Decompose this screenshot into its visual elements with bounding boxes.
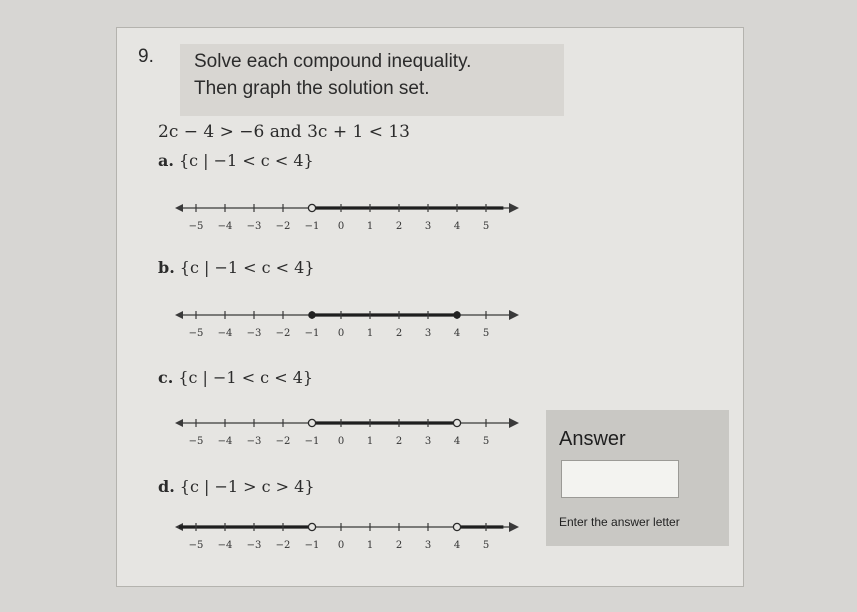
answer-label: Answer — [559, 428, 626, 450]
tick-label: 4 — [453, 436, 461, 447]
number-line-d — [175, 517, 530, 559]
answer-hint: Enter the answer letter — [559, 515, 680, 529]
question-number: 9. — [138, 46, 154, 67]
number-line-b — [175, 305, 530, 347]
arrow-right-icon — [509, 310, 519, 320]
tick-label: 2 — [395, 436, 403, 447]
open-endpoint — [308, 204, 315, 211]
option-letter: b. — [158, 258, 175, 277]
answer-panel — [546, 410, 729, 546]
tick-label: 4 — [453, 540, 461, 551]
tick-label: −2 — [275, 328, 291, 339]
tick-label: 1 — [366, 540, 374, 551]
tick-label: 5 — [482, 436, 490, 447]
arrow-right-icon — [509, 203, 519, 213]
tick-label: −3 — [246, 436, 262, 447]
prompt-line-1: Solve each compound inequality. — [194, 51, 472, 72]
option-c — [158, 368, 313, 387]
option-text: {c | −1 < c < 4} — [178, 368, 314, 387]
tick-label: −4 — [217, 221, 233, 232]
tick-label: −3 — [246, 221, 262, 232]
option-text: {c | −1 > c > 4} — [179, 477, 315, 496]
question-prompt — [180, 44, 564, 116]
tick-label: 2 — [395, 328, 403, 339]
open-endpoint — [453, 419, 460, 426]
tick-label: 0 — [337, 221, 345, 232]
tick-label: 5 — [482, 221, 490, 232]
answer-input[interactable] — [561, 460, 679, 498]
tick-label: −5 — [188, 328, 204, 339]
number-line-c — [175, 413, 530, 455]
tick-label: −3 — [246, 540, 262, 551]
problem-statement: 2c − 4 > −6 and 3c + 1 < 13 — [158, 122, 410, 142]
tick-label: 1 — [366, 221, 374, 232]
tick-label: 2 — [395, 540, 403, 551]
option-a — [158, 151, 314, 170]
tick-label: 3 — [424, 436, 432, 447]
arrow-right-icon — [509, 418, 519, 428]
tick-label: −2 — [275, 540, 291, 551]
tick-label: 2 — [395, 221, 403, 232]
tick-label: −2 — [275, 221, 291, 232]
prompt-line-2: Then graph the solution set. — [194, 78, 430, 99]
closed-endpoint — [453, 311, 461, 319]
tick-label: 1 — [366, 436, 374, 447]
option-letter: a. — [158, 151, 174, 170]
arrow-left-icon — [175, 311, 183, 319]
tick-label: 0 — [337, 540, 345, 551]
option-b — [158, 258, 315, 277]
tick-label: −5 — [188, 436, 204, 447]
tick-label: −5 — [188, 540, 204, 551]
arrow-left-icon — [175, 419, 183, 427]
tick-label: 1 — [366, 328, 374, 339]
tick-label: −1 — [304, 221, 320, 232]
tick-label: 3 — [424, 328, 432, 339]
tick-label: −3 — [246, 328, 262, 339]
tick-label: 0 — [337, 436, 345, 447]
tick-label: −2 — [275, 436, 291, 447]
open-endpoint — [308, 523, 315, 530]
option-letter: c. — [158, 368, 174, 387]
option-letter: d. — [158, 477, 175, 496]
number-line-a — [175, 198, 530, 240]
tick-label: 4 — [453, 221, 461, 232]
tick-label: 5 — [482, 328, 490, 339]
tick-label: 3 — [424, 221, 432, 232]
tick-label: −4 — [217, 540, 233, 551]
tick-label: −1 — [304, 436, 320, 447]
arrow-left-icon — [175, 204, 183, 212]
open-endpoint — [453, 523, 460, 530]
arrow-right-icon — [509, 522, 519, 532]
tick-label: −4 — [217, 436, 233, 447]
tick-label: 5 — [482, 540, 490, 551]
option-text: {c | −1 < c < 4} — [179, 258, 315, 277]
option-d — [158, 477, 315, 496]
tick-label: −4 — [217, 328, 233, 339]
option-text: {c | −1 < c < 4} — [178, 151, 314, 170]
closed-endpoint — [308, 311, 316, 319]
tick-label: −1 — [304, 328, 320, 339]
tick-label: −5 — [188, 221, 204, 232]
tick-label: −1 — [304, 540, 320, 551]
open-endpoint — [308, 419, 315, 426]
tick-label: 0 — [337, 328, 345, 339]
tick-label: 3 — [424, 540, 432, 551]
tick-label: 4 — [453, 328, 461, 339]
